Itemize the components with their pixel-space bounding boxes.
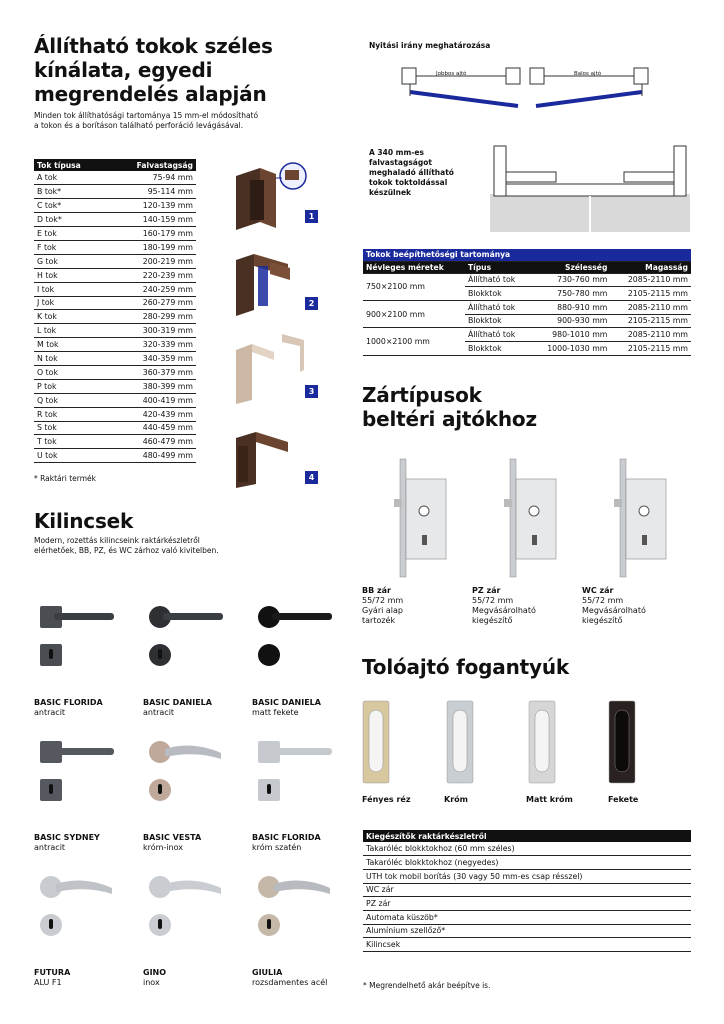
- step-badge: 1: [305, 210, 318, 223]
- tok-row: [34, 282, 196, 296]
- intro-line: elérhetőek, BB, PZ, és WC zárhoz való kivitelben.: [34, 546, 219, 555]
- tok-row: [34, 365, 196, 379]
- tok-note-line: falvastagságot: [369, 158, 432, 167]
- sliding-handle-image: [608, 700, 638, 785]
- range-header: Szélesség: [530, 261, 611, 273]
- tok-row: [34, 227, 196, 241]
- accessory-row: [363, 910, 691, 924]
- accessory-row: [363, 869, 691, 883]
- tok-wall-thickness: 380-399 mm: [106, 379, 196, 393]
- tok-type: E tok: [34, 227, 106, 241]
- lock-name: BB zár: [362, 586, 391, 595]
- tok-row: [34, 393, 196, 407]
- tok-row: [34, 324, 196, 338]
- handle-image: [143, 596, 243, 676]
- tok-type: J tok: [34, 296, 106, 310]
- tok-type: S tok: [34, 421, 106, 435]
- handle-image: [252, 596, 352, 676]
- left-title: [34, 34, 334, 106]
- accessory-item: Kilincsek: [363, 938, 691, 952]
- tok-row: [34, 449, 196, 463]
- accessory-item: Automata küszöb*: [363, 910, 691, 924]
- range-header: Típus: [465, 261, 530, 273]
- handle-image: [34, 866, 134, 946]
- handle-name: GIULIA: [252, 968, 283, 977]
- tok-wall-thickness: 460-479 mm: [106, 435, 196, 449]
- tok-type: T tok: [34, 435, 106, 449]
- tok-wall-thickness: 260-279 mm: [106, 296, 196, 310]
- tok-wall-thickness: 360-379 mm: [106, 365, 196, 379]
- tok-type: C tok*: [34, 199, 106, 213]
- intro-line: a tokon és a borításon található perforáció levágásával.: [34, 121, 244, 130]
- door-left-label: Jobbos ajtó: [436, 71, 467, 77]
- accessory-item: WC zár: [363, 883, 691, 897]
- tok-row: [34, 352, 196, 366]
- tok-note-line: készülnek: [369, 188, 412, 197]
- tok-type: G tok: [34, 254, 106, 268]
- lock-image: [372, 455, 452, 580]
- lock-detail: kiegészítő: [472, 616, 513, 625]
- sliding-handle-image: [362, 700, 392, 785]
- sliding-name: Fekete: [608, 795, 639, 804]
- tok-type: F tok: [34, 240, 106, 254]
- accessory-item: Takaróléc blokktokhoz (negyedes): [363, 856, 691, 870]
- tok-row: [34, 185, 196, 199]
- left-title-line: kínálata, egyedi: [34, 58, 213, 82]
- lock-detail: 55/72 mm: [362, 596, 404, 605]
- handles-grid: [34, 590, 334, 1000]
- sliding-card: [608, 700, 688, 810]
- frame-1-image: [230, 158, 310, 230]
- tok-type: L tok: [34, 324, 106, 338]
- tok-type: K tok: [34, 310, 106, 324]
- handle-finish: antracit: [34, 843, 66, 852]
- left-title-line: Állítható tokok széles: [34, 34, 273, 58]
- tok-note-line: tokok toktoldással: [369, 178, 448, 187]
- handle-name: BASIC VESTA: [143, 833, 202, 842]
- range-width: 900-930 mm: [530, 314, 611, 328]
- accessory-row: [363, 938, 691, 952]
- handle-finish: inox: [143, 978, 160, 987]
- tok-row: [34, 199, 196, 213]
- door-direction-title: Nyitási irány meghatározása: [369, 41, 491, 50]
- frame-3-image: [230, 330, 310, 404]
- tok-type: P tok: [34, 379, 106, 393]
- tok-row: [34, 254, 196, 268]
- range-height: 2105-2115 mm: [610, 287, 691, 301]
- handle-card: [34, 725, 139, 855]
- range-height: 2105-2115 mm: [610, 341, 691, 355]
- sliding-name: Fényes réz: [362, 795, 411, 804]
- handle-finish: rozsdamentes acél: [252, 978, 328, 987]
- tok-row: [34, 379, 196, 393]
- lock-detail: 55/72 mm: [582, 596, 624, 605]
- tok-row: [34, 296, 196, 310]
- accessory-row: [363, 842, 691, 856]
- tok-type: R tok: [34, 407, 106, 421]
- tok-header-wall: Falvastagság: [106, 159, 196, 171]
- handle-name: BASIC DANIELA: [252, 698, 321, 707]
- lock-card: [472, 455, 577, 635]
- frame-illustrations: [228, 158, 328, 488]
- frame-cross-section: [490, 144, 690, 232]
- range-height: 2085-2110 mm: [610, 273, 691, 287]
- range-size: 1000×2100 mm: [363, 328, 465, 355]
- range-row: [363, 273, 691, 287]
- tok-wall-thickness: 180-199 mm: [106, 240, 196, 254]
- tok-row: [34, 407, 196, 421]
- locks-title-line: Zártípusok: [362, 383, 482, 407]
- intro-line: Minden tok állíthatósági tartománya 15 mm-el módosítható: [34, 111, 259, 120]
- range-title: Tokok beépíthetőségi tartománya: [363, 249, 691, 261]
- tok-type: B tok*: [34, 185, 106, 199]
- tok-type: I tok: [34, 282, 106, 296]
- tok-row: [34, 171, 196, 185]
- tok-wall-thickness: 75-94 mm: [106, 171, 196, 185]
- accessory-row: [363, 897, 691, 911]
- tok-footnote: * Raktári termék: [34, 474, 96, 483]
- step-badge: 3: [305, 385, 318, 398]
- handle-name: GINO: [143, 968, 167, 977]
- tok-wall-thickness: 240-259 mm: [106, 282, 196, 296]
- tok-note-line: meghaladó állítható: [369, 168, 454, 177]
- accessory-item: Alumínium szellőző*: [363, 924, 691, 938]
- accessory-item: UTH tok mobil borítás (30 vagy 50 mm-es csap résszel): [363, 869, 691, 883]
- lock-detail: Megvásárolható: [582, 606, 646, 615]
- lock-name: PZ zár: [472, 586, 501, 595]
- lock-detail: kiegészítő: [582, 616, 623, 625]
- tok-row: [34, 213, 196, 227]
- range-size: 750×2100 mm: [363, 273, 465, 300]
- range-height: 2105-2115 mm: [610, 314, 691, 328]
- accessory-item: Takaróléc blokktokhoz (60 mm széles): [363, 842, 691, 856]
- range-table: [363, 249, 691, 356]
- sliding-handle-image: [528, 700, 558, 785]
- tok-row: [34, 338, 196, 352]
- accessories-table: [363, 830, 691, 952]
- range-type: Állítható tok: [465, 273, 530, 287]
- lock-image: [592, 455, 672, 580]
- handle-name: BASIC SYDNEY: [34, 833, 100, 842]
- handle-finish: króm-inox: [143, 843, 183, 852]
- handle-name: BASIC DANIELA: [143, 698, 212, 707]
- tok-type: O tok: [34, 365, 106, 379]
- handle-card: [252, 725, 357, 855]
- sliding-name: Króm: [444, 795, 468, 804]
- tok-type: D tok*: [34, 213, 106, 227]
- handle-card: [252, 860, 357, 990]
- sliding-card: [362, 700, 442, 810]
- tok-wall-thickness: 140-159 mm: [106, 213, 196, 227]
- handle-card: [143, 725, 248, 855]
- range-size: 900×2100 mm: [363, 300, 465, 327]
- sliding-card: [444, 700, 524, 810]
- tok-wall-thickness: 220-239 mm: [106, 268, 196, 282]
- tok-type: H tok: [34, 268, 106, 282]
- tok-note-line: A 340 mm-es: [369, 148, 424, 157]
- handle-card: [143, 860, 248, 990]
- tok-wall-thickness: 480-499 mm: [106, 449, 196, 463]
- handle-finish: antracit: [34, 708, 66, 717]
- step-badge: 4: [305, 471, 318, 484]
- lock-detail: Megvásárolható: [472, 606, 536, 615]
- tok-wall-thickness: 340-359 mm: [106, 352, 196, 366]
- handle-image: [34, 731, 134, 811]
- locks-title: [362, 383, 682, 431]
- left-title-line: megrendelés alapján: [34, 82, 267, 106]
- sliding-card: [526, 700, 606, 810]
- handle-name: BASIC FLORIDA: [252, 833, 321, 842]
- lock-card: [582, 455, 687, 635]
- sliding-title: [362, 655, 569, 679]
- lock-detail: 55/72 mm: [472, 596, 514, 605]
- range-width: 1000-1030 mm: [530, 341, 611, 355]
- accessory-row: [363, 883, 691, 897]
- handles-intro: [34, 536, 334, 556]
- accessories-title: Kiegészítők raktárkészletről: [363, 830, 691, 842]
- range-type: Állítható tok: [465, 328, 530, 342]
- lock-name: WC zár: [582, 586, 614, 595]
- tok-wall-thickness: 95-114 mm: [106, 185, 196, 199]
- tok-type: N tok: [34, 352, 106, 366]
- tok-wall-thickness: 160-179 mm: [106, 227, 196, 241]
- sliding-name: Matt króm: [526, 795, 573, 804]
- handle-image: [34, 596, 134, 676]
- tok-type: A tok: [34, 171, 106, 185]
- range-type: Blokktok: [465, 314, 530, 328]
- handle-card: [34, 590, 139, 720]
- accessory-row: [363, 924, 691, 938]
- frame-2-image: [230, 246, 310, 316]
- range-height: 2085-2110 mm: [610, 300, 691, 314]
- tok-wall-thickness: 280-299 mm: [106, 310, 196, 324]
- handle-image: [252, 866, 352, 946]
- range-header: Névleges méretek: [363, 261, 465, 273]
- range-header: Magasság: [610, 261, 691, 273]
- tok-type: Q tok: [34, 393, 106, 407]
- lock-image: [482, 455, 562, 580]
- sliding-handle-image: [446, 700, 476, 785]
- handle-card: [143, 590, 248, 720]
- handle-name: BASIC FLORIDA: [34, 698, 103, 707]
- handles-title: [34, 509, 133, 533]
- tok-wall-thickness: 440-459 mm: [106, 421, 196, 435]
- intro-line: Modern, rozettás kilincseink raktárkészletről: [34, 536, 200, 545]
- door-right-label: Balos ajtó: [574, 71, 602, 77]
- range-width: 750-780 mm: [530, 287, 611, 301]
- sliding-row: [362, 700, 692, 810]
- locks-title-line: beltéri ajtókhoz: [362, 407, 537, 431]
- handle-finish: króm szatén: [252, 843, 302, 852]
- step-badge: 2: [305, 297, 318, 310]
- accessories-footnote: * Megrendelhető akár beépítve is.: [363, 981, 491, 990]
- lock-detail: Gyári alap: [362, 606, 403, 615]
- handle-finish: antracit: [143, 708, 175, 717]
- tok-row: [34, 268, 196, 282]
- handle-image: [252, 731, 352, 811]
- tok-wall-thickness: 420-439 mm: [106, 407, 196, 421]
- lock-detail: tartozék: [362, 616, 396, 625]
- tok-wall-thickness: 320-339 mm: [106, 338, 196, 352]
- range-width: 980-1010 mm: [530, 328, 611, 342]
- range-row: [363, 328, 691, 342]
- tok-row: [34, 435, 196, 449]
- range-type: Blokktok: [465, 287, 530, 301]
- tok-wall-thickness: 200-219 mm: [106, 254, 196, 268]
- range-width: 730-760 mm: [530, 273, 611, 287]
- handle-finish: matt fekete: [252, 708, 299, 717]
- range-type: Állítható tok: [465, 300, 530, 314]
- handle-card: [34, 860, 139, 990]
- tok-type: M tok: [34, 338, 106, 352]
- range-height: 2085-2110 mm: [610, 328, 691, 342]
- handle-name: FUTURA: [34, 968, 71, 977]
- tok-header-type: Tok típusa: [34, 159, 106, 171]
- tok-table: [34, 159, 196, 463]
- tok-row: [34, 240, 196, 254]
- tok-wall-thickness: 300-319 mm: [106, 324, 196, 338]
- left-intro: [34, 111, 334, 131]
- handles-title-text: Kilincsek: [34, 509, 134, 533]
- range-width: 880-910 mm: [530, 300, 611, 314]
- range-type: Blokktok: [465, 341, 530, 355]
- handle-image: [143, 731, 243, 811]
- tok-wall-thickness: 120-139 mm: [106, 199, 196, 213]
- tok-type: U tok: [34, 449, 106, 463]
- handle-finish: ALU F1: [34, 978, 62, 987]
- handle-card: [252, 590, 357, 720]
- sliding-title-text: Tolóajtó fogantyúk: [362, 655, 569, 679]
- handle-image: [143, 866, 243, 946]
- tok-row: [34, 310, 196, 324]
- frame-4-image: [230, 424, 310, 488]
- accessory-row: [363, 856, 691, 870]
- range-row: [363, 300, 691, 314]
- lock-card: [362, 455, 467, 635]
- accessory-item: PZ zár: [363, 897, 691, 911]
- tok-wall-thickness: 400-419 mm: [106, 393, 196, 407]
- locks-row: [362, 455, 692, 635]
- tok-note: [369, 148, 489, 198]
- tok-row: [34, 421, 196, 435]
